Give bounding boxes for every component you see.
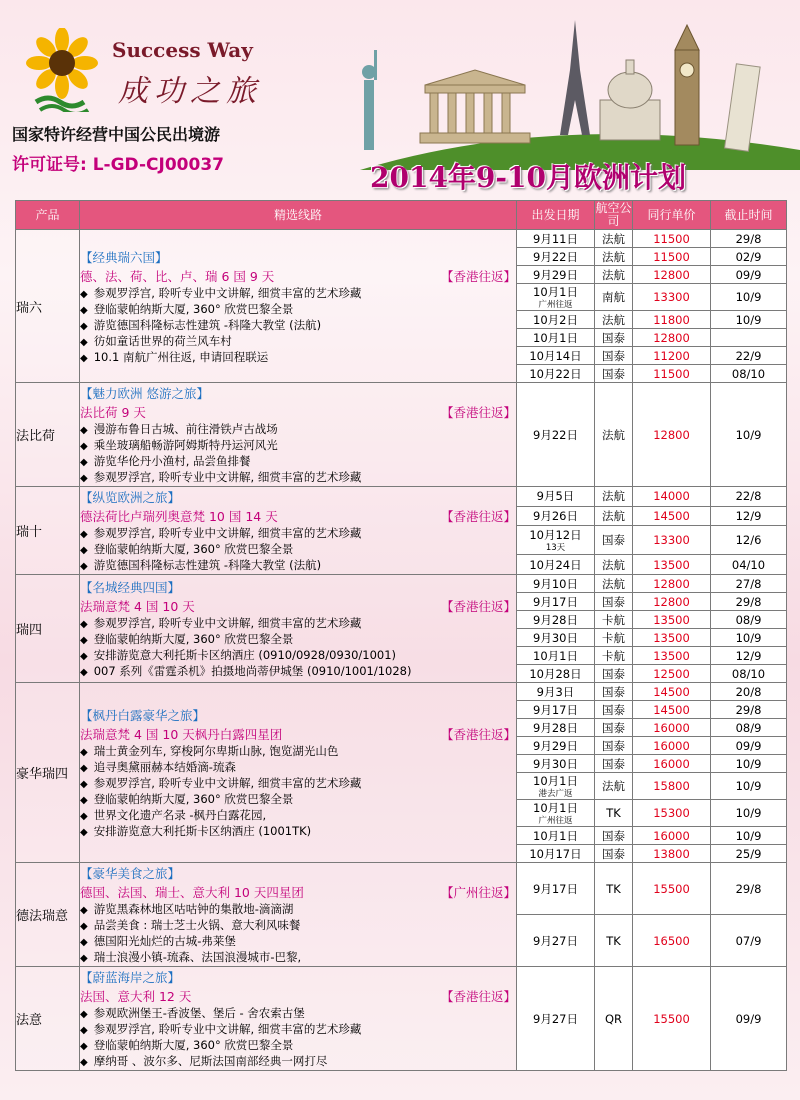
license-number: 许可证号: L-GD-CJ00037 (12, 155, 224, 175)
airline-name: 南航 (595, 284, 633, 311)
departure-date (517, 284, 595, 311)
feature-item: ◆ 登临蒙帕纳斯大厦, 360° 欣赏巴黎全景 (80, 632, 516, 648)
page-header (0, 0, 800, 200)
airline-name: 法航 (595, 383, 633, 487)
sunflower-logo-icon (22, 28, 102, 112)
unit-price: 14500 (633, 701, 711, 719)
feature-item: ◆ 10.1 南航广州往返, 申请回程联运 (80, 350, 516, 366)
airline-name: 法航 (595, 487, 633, 507)
unit-price: 13300 (633, 526, 711, 555)
departure-date-note: 广州往返 (538, 300, 573, 310)
feature-item: ◆ 参观罗浮宫, 聆听专业中文讲解, 细赏丰富的艺术珍藏 (80, 470, 516, 486)
product-name: 瑞四 (16, 575, 80, 683)
feature-item: ◆ 彷如童话世界的荷兰风车村 (80, 334, 516, 350)
route-title: 法瑞意梵 4 国 10 天 (80, 599, 195, 614)
unit-price: 12800 (633, 329, 711, 347)
unit-price: 16000 (633, 719, 711, 737)
feature-item: ◆ 参观罗浮宫, 聆听专业中文讲解, 细赏丰富的艺术珍藏 (80, 526, 516, 542)
brand-english: Success Way (112, 38, 253, 62)
route-description (80, 967, 517, 1071)
cutoff-date: 09/9 (711, 266, 787, 284)
cutoff-date: 22/9 (711, 347, 787, 365)
tour-schedule-table (15, 200, 787, 1071)
airline-name: 法航 (595, 266, 633, 284)
table-row (16, 383, 787, 487)
departure-date-text: 10月2日 (533, 312, 578, 327)
cutoff-date: 08/9 (711, 719, 787, 737)
feature-item: ◆ 安排游览意大利托斯卡区纳酒庄 (1001TK) (80, 824, 516, 840)
license-title: 国家特许经营中国公民出境游 (12, 125, 221, 144)
cutoff-date: 29/8 (711, 593, 787, 611)
cutoff-date: 10/9 (711, 773, 787, 800)
airline-name: 国泰 (595, 755, 633, 773)
unit-price: 16500 (633, 915, 711, 967)
route-features (80, 902, 516, 966)
departure-date (517, 701, 595, 719)
departure-date-text: 10月12日 (529, 528, 582, 543)
route-title-line (80, 725, 516, 743)
route-title: 法国、意大利 12 天 (80, 989, 192, 1004)
cutoff-date: 07/9 (711, 915, 787, 967)
route-title: 法比荷 9 天 (80, 405, 146, 420)
airline-name: 法航 (595, 311, 633, 329)
cutoff-date: 10/9 (711, 311, 787, 329)
table-row (16, 487, 787, 507)
departure-date-text: 10月17日 (529, 846, 582, 861)
feature-item: ◆ 参观罗浮宫, 聆听专业中文讲解, 细赏丰富的艺术珍藏 (80, 776, 516, 792)
departure-date (517, 593, 595, 611)
cutoff-date: 12/6 (711, 526, 787, 555)
airline-name: 国泰 (595, 365, 633, 383)
route-title: 德、法、荷、比、卢、瑞 6 国 9 天 (80, 268, 275, 284)
unit-price: 12500 (633, 665, 711, 683)
column-header-price: 同行单价 (633, 201, 711, 230)
cutoff-date: 10/9 (711, 827, 787, 845)
cutoff-date: 08/10 (711, 665, 787, 683)
departure-date-text: 9月11日 (533, 231, 578, 246)
departure-date (517, 266, 595, 284)
route-via: 【香港往返】 (440, 405, 516, 420)
airline-name: 国泰 (595, 665, 633, 683)
cutoff-date: 02/9 (711, 248, 787, 266)
route-description (80, 487, 517, 575)
feature-item: ◆ 漫游布鲁日古城、前往滑铁卢古战场 (80, 422, 516, 438)
unit-price: 13500 (633, 647, 711, 665)
product-name: 瑞十 (16, 487, 80, 575)
route-series: 【魅力欧洲 悠游之旅】 (80, 386, 209, 401)
departure-date-note: 港去广返 (538, 789, 573, 799)
route-features (80, 526, 516, 574)
departure-date (517, 506, 595, 526)
table-row (16, 967, 787, 1071)
unit-price: 12800 (633, 383, 711, 487)
unit-price: 11500 (633, 230, 711, 248)
feature-item: ◆ 登临蒙帕纳斯大厦, 360° 欣赏巴黎全景 (80, 1038, 516, 1054)
cutoff-date: 10/9 (711, 284, 787, 311)
cutoff-date: 08/10 (711, 365, 787, 383)
departure-date (517, 575, 595, 593)
column-header-cutoff: 截止时间 (711, 201, 787, 230)
departure-date (517, 629, 595, 647)
departure-date-text: 10月28日 (529, 666, 582, 681)
route-via: 【香港往返】 (440, 989, 516, 1004)
table-row (16, 575, 787, 593)
airline-name: 国泰 (595, 347, 633, 365)
departure-date (517, 683, 595, 701)
airline-name: QR (595, 967, 633, 1071)
product-name: 法意 (16, 967, 80, 1071)
route-via: 【香港往返】 (440, 599, 516, 614)
departure-date-text: 10月1日 (533, 828, 578, 843)
unit-price: 12800 (633, 593, 711, 611)
cutoff-date: 12/9 (711, 647, 787, 665)
airline-name: TK (595, 863, 633, 915)
departure-date-text: 10月1日 (533, 285, 578, 299)
airline-name: 国泰 (595, 719, 633, 737)
route-description (80, 683, 517, 863)
departure-date (517, 915, 595, 967)
unit-price: 11200 (633, 347, 711, 365)
departure-date-text: 10月1日 (533, 330, 578, 345)
unit-price: 11800 (633, 311, 711, 329)
route-series: 【蔚蓝海岸之旅】 (80, 970, 181, 985)
departure-date-text: 9月22日 (533, 427, 578, 442)
feature-item: ◆ 追寻奥黛丽赫本结婚滴-琉森 (80, 760, 516, 776)
cutoff-date: 29/8 (711, 230, 787, 248)
departure-date (517, 845, 595, 863)
unit-price: 15500 (633, 863, 711, 915)
route-description (80, 863, 517, 967)
cutoff-date: 10/9 (711, 383, 787, 487)
departure-date-text: 9月3日 (536, 684, 575, 699)
feature-item: ◆ 参观罗浮宫, 聆听专业中文讲解, 细赏丰富的艺术珍藏 (80, 1022, 516, 1038)
unit-price: 11500 (633, 248, 711, 266)
airline-name: 国泰 (595, 683, 633, 701)
departure-date-text: 9月5日 (536, 489, 575, 504)
cutoff-date: 10/9 (711, 629, 787, 647)
brand-chinese: 成功之旅 (118, 74, 262, 109)
table-row (16, 683, 787, 701)
airline-name: 国泰 (595, 845, 633, 863)
table-row (16, 230, 787, 248)
plan-title: 2014年9-10月欧洲计划 (370, 161, 686, 194)
column-header-date: 出发日期 (517, 201, 595, 230)
feature-item: ◆ 品尝美食 : 瑞士芝士火锅、意大利风味餐 (80, 918, 516, 934)
airline-name: 国泰 (595, 329, 633, 347)
unit-price: 15300 (633, 800, 711, 827)
unit-price: 12800 (633, 575, 711, 593)
departure-date (517, 647, 595, 665)
unit-price: 13500 (633, 555, 711, 575)
departure-date-text: 9月17日 (533, 702, 578, 717)
route-description (80, 383, 517, 487)
airline-name: 法航 (595, 248, 633, 266)
departure-date-text: 9月10日 (533, 576, 578, 591)
route-title: 法瑞意梵 4 国 10 天枫丹白露四星团 (80, 727, 283, 742)
route-series: 【经典瑞六国】 (80, 249, 168, 265)
table-row (16, 863, 787, 915)
airline-name: 卡航 (595, 629, 633, 647)
cutoff-date: 12/9 (711, 506, 787, 526)
cutoff-date: 04/10 (711, 555, 787, 575)
airline-name: 法航 (595, 555, 633, 575)
departure-date (517, 800, 595, 827)
cutoff-date: 20/8 (711, 683, 787, 701)
route-title-line (80, 403, 516, 421)
departure-date-text: 10月1日 (533, 648, 578, 663)
route-title-line (80, 883, 516, 901)
route-series: 【豪华美食之旅】 (80, 866, 181, 881)
route-via: 【广州往返】 (440, 885, 516, 900)
route-series: 【名城经典四国】 (80, 580, 181, 595)
route-series: 【枫丹白露豪华之旅】 (80, 708, 206, 723)
airline-name: 法航 (595, 506, 633, 526)
feature-item: ◆ 登临蒙帕纳斯大厦, 360° 欣赏巴黎全景 (80, 302, 516, 318)
route-features (80, 422, 516, 486)
departure-date (517, 967, 595, 1071)
route-title-line (80, 507, 516, 525)
unit-price: 11500 (633, 365, 711, 383)
product-name: 豪华瑞四 (16, 683, 80, 863)
feature-item: ◆ 瑞士浪漫小镇-琉森、法国浪漫城市-巴黎, (80, 950, 516, 966)
cutoff-date: 10/9 (711, 755, 787, 773)
unit-price: 13500 (633, 611, 711, 629)
departure-date-text: 9月27日 (533, 933, 578, 948)
airline-name: TK (595, 915, 633, 967)
feature-item: ◆ 乘坐玻璃船畅游阿姆斯特丹运河风光 (80, 438, 516, 454)
airline-name: 国泰 (595, 701, 633, 719)
route-title-line (80, 987, 516, 1005)
unit-price: 13800 (633, 845, 711, 863)
unit-price: 15800 (633, 773, 711, 800)
airline-name: 法航 (595, 773, 633, 800)
departure-date-text: 9月17日 (533, 881, 578, 896)
feature-item: ◆ 参观罗浮宫, 聆听专业中文讲解, 细赏丰富的艺术珍藏 (80, 616, 516, 632)
departure-date-text: 9月28日 (533, 612, 578, 627)
feature-item: ◆ 世界文化遗产名录 -枫丹白露花园, (80, 808, 516, 824)
product-name: 法比荷 (16, 383, 80, 487)
departure-date-text: 9月29日 (533, 738, 578, 753)
departure-date-text: 10月1日 (533, 801, 578, 815)
departure-date (517, 863, 595, 915)
departure-date-note: 13天 (545, 543, 566, 554)
feature-item: ◆ 德国阳光灿烂的古城-弗莱堡 (80, 934, 516, 950)
cutoff-date: 08/9 (711, 611, 787, 629)
departure-date-note: 广州往返 (538, 816, 573, 826)
departure-date (517, 230, 595, 248)
column-header-product: 产品 (16, 201, 80, 230)
column-header-airline: 航空公司 (595, 201, 632, 228)
cutoff-date: 10/9 (711, 800, 787, 827)
feature-item: ◆ 摩纳哥 、波尔多、尼斯法国南部经典一网打尽 (80, 1054, 516, 1070)
departure-date (517, 526, 595, 555)
feature-item: ◆ 参观欧洲堡王-香波堡、堡后 - 舍农索古堡 (80, 1006, 516, 1022)
unit-price: 14000 (633, 487, 711, 507)
departure-date-text: 9月28日 (533, 720, 578, 735)
feature-item: ◆ 登临蒙帕纳斯大厦, 360° 欣赏巴黎全景 (80, 792, 516, 808)
feature-item: ◆ 游览德国科隆标志性建筑 -科隆大教堂 (法航) (80, 318, 516, 334)
unit-price: 16000 (633, 827, 711, 845)
route-via: 【香港往返】 (440, 268, 516, 284)
airline-name: TK (595, 800, 633, 827)
unit-price: 14500 (633, 506, 711, 526)
unit-price: 13500 (633, 629, 711, 647)
unit-price: 15500 (633, 967, 711, 1071)
route-features (80, 1006, 516, 1070)
tour-table-body (16, 230, 787, 1071)
cutoff-date: 29/8 (711, 863, 787, 915)
route-via: 【香港往返】 (440, 727, 516, 742)
departure-date (517, 248, 595, 266)
route-title: 德法荷比卢瑞列奥意梵 10 国 14 天 (80, 509, 278, 524)
departure-date (517, 665, 595, 683)
cutoff-date: 09/9 (711, 737, 787, 755)
departure-date-text: 9月29日 (533, 267, 578, 282)
product-name: 德法瑞意 (16, 863, 80, 967)
route-features (80, 286, 516, 366)
route-description (80, 575, 517, 683)
cutoff-date: 22/8 (711, 487, 787, 507)
departure-date-text: 9月27日 (533, 1011, 578, 1026)
feature-item: ◆ 登临蒙帕纳斯大厦, 360° 欣赏巴黎全景 (80, 542, 516, 558)
departure-date (517, 827, 595, 845)
unit-price: 12800 (633, 266, 711, 284)
airline-name: 卡航 (595, 647, 633, 665)
unit-price: 16000 (633, 737, 711, 755)
product-name: 瑞六 (16, 230, 80, 383)
airline-name: 国泰 (595, 593, 633, 611)
european-landmarks-illustration (330, 10, 800, 170)
feature-item: ◆ 007 系列《雷霆杀机》拍摄地尚蒂伊城堡 (0910/1001/1028) (80, 664, 516, 680)
departure-date (517, 365, 595, 383)
airline-name: 卡航 (595, 611, 633, 629)
departure-date-text: 9月30日 (533, 630, 578, 645)
departure-date (517, 719, 595, 737)
departure-date-text: 9月26日 (533, 508, 578, 523)
departure-date (517, 347, 595, 365)
route-description (80, 230, 517, 383)
route-title-line (80, 267, 516, 285)
departure-date (517, 555, 595, 575)
feature-item: ◆ 游览黑森林地区咕咕钟的集散地-滴滴湖 (80, 902, 516, 918)
departure-date (517, 773, 595, 800)
feature-item: ◆ 游览华伦丹小渔村, 品尝鱼排餐 (80, 454, 516, 470)
feature-item: ◆ 参观罗浮宫, 聆听专业中文讲解, 细赏丰富的艺术珍藏 (80, 286, 516, 302)
departure-date (517, 383, 595, 487)
feature-item: ◆ 瑞士黄金列车, 穿梭阿尔卑斯山脉, 饱览湖光山色 (80, 744, 516, 760)
unit-price: 14500 (633, 683, 711, 701)
cutoff-date: 09/9 (711, 967, 787, 1071)
departure-date-text: 9月30日 (533, 756, 578, 771)
airline-name: 法航 (595, 575, 633, 593)
departure-date-text: 10月14日 (529, 348, 582, 363)
departure-date-text: 9月17日 (533, 594, 578, 609)
departure-date (517, 737, 595, 755)
table-header-row (16, 201, 787, 230)
departure-date (517, 611, 595, 629)
airline-name: 国泰 (595, 526, 633, 555)
unit-price: 13300 (633, 284, 711, 311)
column-header-route: 精选线路 (80, 201, 517, 230)
airline-name: 国泰 (595, 827, 633, 845)
feature-item: ◆ 安排游览意大利托斯卡区纳酒庄 (0910/0928/0930/1001) (80, 648, 516, 664)
departure-date (517, 487, 595, 507)
departure-date-text: 10月1日 (533, 774, 578, 788)
airline-name: 法航 (595, 230, 633, 248)
airline-name: 国泰 (595, 737, 633, 755)
route-title: 德国、法国、瑞士、意大利 10 天四星团 (80, 885, 304, 900)
departure-date (517, 311, 595, 329)
route-title-line (80, 597, 516, 615)
departure-date-text: 10月22日 (529, 366, 582, 381)
route-features (80, 616, 516, 680)
route-series: 【纵览欧洲之旅】 (80, 490, 181, 505)
unit-price: 16000 (633, 755, 711, 773)
departure-date (517, 329, 595, 347)
cutoff-date: 27/8 (711, 575, 787, 593)
feature-item: ◆ 游览德国科隆标志性建筑 -科隆大教堂 (法航) (80, 558, 516, 574)
route-via: 【香港往返】 (440, 509, 516, 524)
departure-date (517, 755, 595, 773)
cutoff-date (711, 329, 787, 347)
departure-date-text: 10月24日 (529, 557, 582, 572)
route-features (80, 744, 516, 840)
cutoff-date: 25/9 (711, 845, 787, 863)
cutoff-date: 29/8 (711, 701, 787, 719)
departure-date-text: 9月22日 (533, 249, 578, 264)
